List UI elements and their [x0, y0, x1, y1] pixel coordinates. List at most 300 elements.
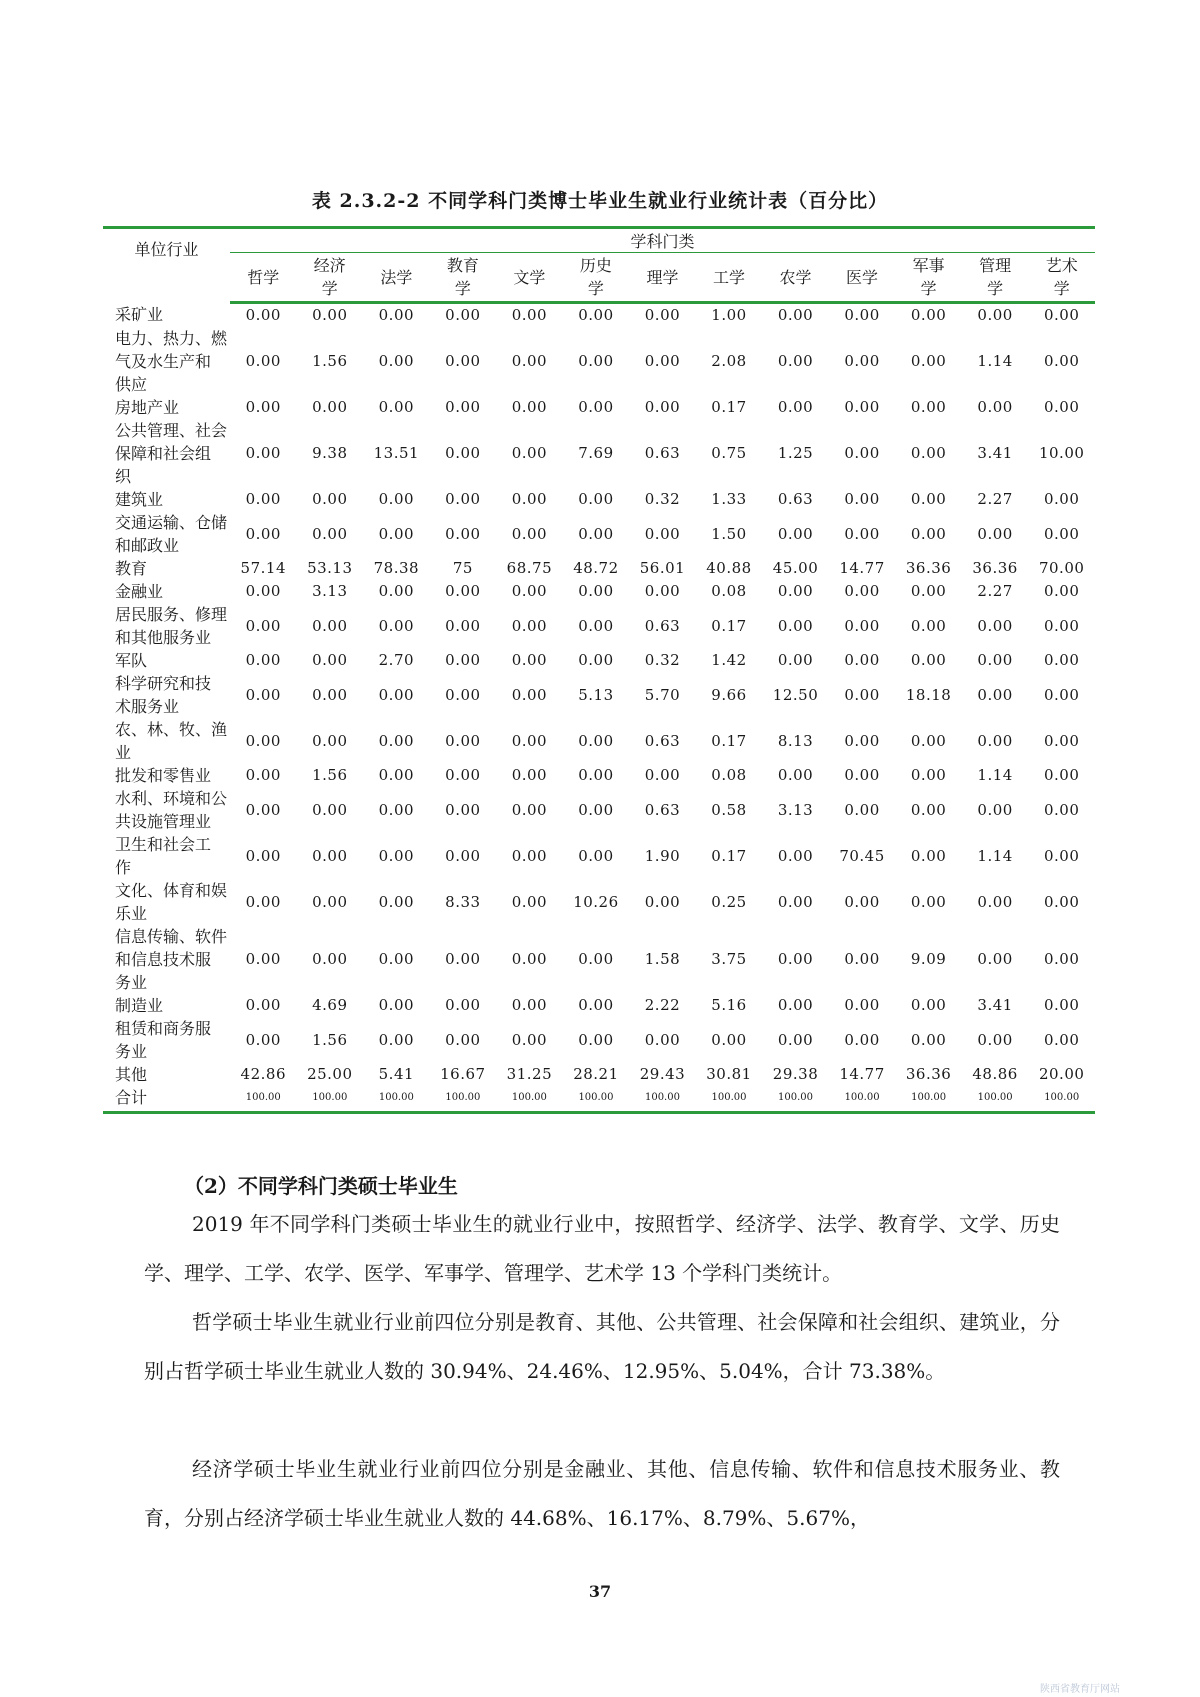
table-row	[103, 396, 1095, 419]
table-cell: 1.33	[711, 490, 747, 508]
table-cell: 0.00	[644, 582, 681, 600]
table-cell: 0.00	[644, 524, 681, 543]
section-heading: （2）不同学科门类硕士毕业生	[184, 1174, 458, 1198]
table-cell: 0.00	[1043, 616, 1080, 635]
table-cell: 0.00	[511, 490, 548, 508]
industry-label: 房地产业	[115, 398, 180, 417]
table-cell: 0.63	[777, 490, 814, 508]
table-row	[103, 764, 1095, 787]
table-cell: 0.00	[844, 766, 880, 784]
table-cell: 0.00	[245, 651, 281, 669]
table-cell: 0.00	[777, 582, 814, 600]
table-cell: 100.00	[629, 1086, 696, 1113]
table-cell: 10.26	[573, 892, 619, 911]
table-cell: 56.01	[639, 559, 686, 577]
table-cell: 0.00	[1043, 800, 1080, 819]
table-cell: 0.00	[378, 800, 415, 819]
industry-label: 农、林、牧、渔 业	[115, 720, 228, 762]
table-cell: 0.00	[777, 950, 814, 968]
table-cell: 1.50	[711, 524, 747, 543]
table-cell: 0.00	[511, 950, 548, 968]
table-cell: 100.00	[363, 1086, 430, 1113]
table-cell: 0.00	[445, 685, 481, 704]
table-cell: 0.00	[844, 616, 880, 635]
table-cell: 0.00	[910, 444, 947, 462]
column-header: 哲学	[230, 253, 297, 303]
table-row	[103, 787, 1095, 833]
table-cell: 0.00	[910, 996, 947, 1014]
table-cell: 5.16	[711, 996, 747, 1014]
table-cell: 0.00	[378, 352, 415, 370]
table-cell: 0.00	[445, 524, 481, 543]
industry-label: 交通运输、仓储 和邮政业	[115, 513, 228, 555]
column-header: 艺术 学	[1028, 253, 1095, 303]
table-row	[103, 327, 1095, 396]
table-cell: 0.00	[378, 892, 415, 911]
table-cell: 13.51	[373, 444, 420, 462]
table-cell: 0.00	[245, 1030, 281, 1049]
table-cell: 0.00	[1043, 685, 1080, 704]
table-cell: 0.00	[777, 306, 814, 324]
table-cell: 0.00	[578, 582, 614, 600]
table-cell: 0.00	[378, 306, 415, 324]
table-cell: 0.00	[578, 306, 614, 324]
table-cell: 0.00	[245, 892, 281, 911]
table-cell: 0.00	[511, 582, 548, 600]
industry-label: 科学研究和技 术服务业	[115, 674, 212, 716]
industry-label: 租赁和商务服 务业	[115, 1019, 212, 1061]
table-cell: 0.00	[777, 616, 814, 635]
table-cell: 0.00	[245, 490, 281, 508]
table-cell: 0.00	[578, 651, 614, 669]
table-cell: 5.13	[578, 685, 614, 704]
table-cell: 0.00	[445, 766, 481, 784]
table-cell: 1.56	[312, 766, 348, 784]
table-cell: 0.00	[245, 766, 281, 784]
table-cell: 0.00	[378, 524, 415, 543]
table-cell: 0.00	[245, 800, 281, 819]
column-header: 工学	[696, 253, 763, 303]
table-cell: 12.50	[772, 685, 819, 704]
group-header: 学科门类	[230, 228, 1095, 253]
table-cell: 18.18	[905, 685, 952, 704]
table-cell: 0.00	[644, 398, 681, 416]
table-cell: 0.00	[977, 800, 1013, 819]
table-cell: 0.00	[644, 766, 681, 784]
table-cell: 0.00	[711, 1030, 747, 1049]
table-cell: 36.36	[905, 559, 952, 577]
table-cell: 0.00	[445, 306, 481, 324]
table-cell: 0.00	[578, 731, 614, 750]
table-cell: 57.14	[240, 559, 286, 577]
table-cell: 0.00	[578, 616, 614, 635]
table-cell: 100.00	[829, 1086, 896, 1113]
table-cell: 0.00	[578, 996, 614, 1014]
table-cell: 0.00	[777, 398, 814, 416]
table-cell: 29.43	[639, 1065, 686, 1083]
table-cell: 3.41	[977, 996, 1013, 1014]
table-cell: 0.00	[777, 846, 814, 865]
table-cell: 0.00	[1043, 352, 1080, 370]
column-header: 农学	[762, 253, 829, 303]
table-row	[103, 925, 1095, 994]
table-cell: 0.00	[312, 846, 348, 865]
column-header: 法学	[363, 253, 430, 303]
table-cell: 0.17	[711, 846, 747, 865]
table-cell: 0.00	[378, 490, 415, 508]
table-cell: 0.00	[777, 766, 814, 784]
table-cell: 0.00	[910, 731, 947, 750]
table-cell: 0.25	[711, 892, 747, 911]
column-header: 军事 学	[895, 253, 962, 303]
table-cell: 0.00	[445, 582, 481, 600]
table-cell: 3.75	[711, 950, 747, 968]
table-cell: 1.14	[977, 352, 1013, 370]
industry-label: 制造业	[115, 996, 164, 1015]
page-number: 37	[588, 1582, 612, 1601]
column-header: 经济 学	[297, 253, 364, 303]
table-cell: 0.00	[844, 306, 880, 324]
table-cell: 29.38	[772, 1065, 819, 1083]
table-cell: 0.63	[644, 616, 681, 635]
table-row	[103, 419, 1095, 488]
table-cell: 0.00	[644, 352, 681, 370]
column-header: 管理 学	[962, 253, 1029, 303]
table-cell: 0.00	[511, 651, 548, 669]
table-cell: 100.00	[496, 1086, 563, 1113]
table-cell: 1.14	[977, 846, 1013, 865]
table-cell: 0.00	[578, 352, 614, 370]
table-row	[103, 488, 1095, 511]
table-cell: 0.00	[578, 398, 614, 416]
table-cell: 0.00	[1043, 731, 1080, 750]
table-cell: 0.00	[910, 490, 947, 508]
table-cell: 68.75	[506, 559, 553, 577]
table-cell: 0.00	[977, 1030, 1013, 1049]
table-cell: 100.00	[1028, 1086, 1095, 1113]
industry-label: 电力、热力、燃 气及水生产和 供应	[115, 329, 228, 394]
table-cell: 0.00	[511, 306, 548, 324]
table-cell: 0.00	[977, 892, 1013, 911]
table-cell: 0.00	[511, 352, 548, 370]
table-cell: 0.00	[777, 524, 814, 543]
table-row	[103, 994, 1095, 1017]
table-cell: 9.09	[910, 950, 947, 968]
table-cell: 0.00	[777, 352, 814, 370]
table-cell: 100.00	[430, 1086, 497, 1113]
paragraph: 哲学硕士毕业生就业行业前四位分别是教育、其他、公共管理、社会保障和社会组织、建筑业，分别占哲学硕士毕业生就业人数的 30.94%、24.46%、12.95%、5.04%，合计 73.38%。	[144, 1310, 1060, 1383]
table-cell: 0.00	[511, 766, 548, 784]
table-cell: 100.00	[297, 1086, 364, 1113]
table-cell: 0.00	[1043, 524, 1080, 543]
industry-label: 军队	[115, 651, 148, 670]
industry-label: 文化、体育和娱 乐业	[115, 881, 228, 923]
table-cell: 0.08	[711, 582, 747, 600]
table-cell: 0.00	[1043, 766, 1080, 784]
watermark: 陕西省教育厅网站	[1040, 1684, 1120, 1695]
table-cell: 100.00	[230, 1086, 297, 1113]
table-cell: 2.70	[378, 651, 415, 669]
table-cell: 0.00	[977, 731, 1013, 750]
industry-label: 水利、环境和公 共设施管理业	[115, 789, 228, 831]
table-cell: 2.27	[977, 582, 1013, 600]
table-cell: 0.00	[844, 685, 880, 704]
table-cell: 0.00	[445, 731, 481, 750]
table-cell: 0.00	[844, 731, 880, 750]
table-cell: 48.86	[972, 1065, 1018, 1083]
table-row	[103, 672, 1095, 718]
table-cell: 0.00	[312, 490, 348, 508]
table-cell: 36.36	[972, 559, 1018, 577]
table-cell: 100.00	[962, 1086, 1029, 1113]
table-cell: 0.00	[312, 685, 348, 704]
table-cell: 0.00	[578, 524, 614, 543]
table-cell: 0.00	[312, 800, 348, 819]
table-cell: 0.00	[578, 846, 614, 865]
table-cell: 0.75	[711, 444, 747, 462]
table-cell: 0.00	[910, 582, 947, 600]
table-cell: 0.00	[378, 398, 415, 416]
table-cell: 14.77	[839, 559, 885, 577]
table-cell: 0.58	[711, 800, 747, 819]
statistics-table	[103, 226, 1095, 1114]
table-cell: 8.13	[777, 731, 814, 750]
table-cell: 0.00	[378, 582, 415, 600]
table-cell: 0.00	[977, 616, 1013, 635]
table-cell: 100.00	[895, 1086, 962, 1113]
industry-label: 合计	[103, 1086, 230, 1113]
table-cell: 0.00	[245, 582, 281, 600]
table-cell: 0.00	[977, 685, 1013, 704]
table-cell: 0.00	[844, 950, 880, 968]
table-cell: 70.00	[1038, 559, 1085, 577]
table-cell: 0.00	[378, 846, 415, 865]
table-cell: 0.00	[844, 398, 880, 416]
column-header: 历史 学	[563, 253, 630, 303]
table-cell: 0.00	[977, 524, 1013, 543]
table-cell: 0.00	[910, 800, 947, 819]
column-header: 医学	[829, 253, 896, 303]
table-row	[103, 603, 1095, 649]
table-cell: 4.69	[312, 996, 348, 1014]
table-cell: 0.32	[644, 651, 681, 669]
industry-label: 其他	[115, 1065, 148, 1084]
table-cell: 48.72	[573, 559, 619, 577]
table-cell: 1.90	[644, 846, 681, 865]
table-cell: 100.00	[696, 1086, 763, 1113]
table-row	[103, 1063, 1095, 1086]
table-cell: 28.21	[573, 1065, 619, 1083]
table-cell: 0.63	[644, 800, 681, 819]
table-cell: 30.81	[706, 1065, 752, 1083]
table-cell: 2.27	[977, 490, 1013, 508]
table-row	[103, 511, 1095, 557]
table-cell: 0.00	[511, 444, 548, 462]
table-cell: 0.00	[1043, 1030, 1080, 1049]
table-cell: 0.00	[910, 651, 947, 669]
table-cell: 0.00	[578, 950, 614, 968]
table-row	[103, 1017, 1095, 1063]
table-cell: 0.00	[511, 398, 548, 416]
industry-label: 信息传输、软件 和信息技术服 务业	[115, 927, 228, 992]
table-cell: 0.00	[245, 352, 281, 370]
table-cell: 2.22	[644, 996, 681, 1014]
table-cell: 0.00	[1043, 950, 1080, 968]
table-cell: 0.00	[578, 1030, 614, 1049]
table-cell: 0.00	[844, 352, 880, 370]
table-cell: 0.00	[977, 651, 1013, 669]
table-cell: 9.38	[312, 444, 348, 462]
table-cell: 42.86	[240, 1065, 286, 1083]
table-cell: 0.00	[977, 398, 1013, 416]
table-cell: 0.00	[312, 398, 348, 416]
table-cell: 0.00	[312, 306, 348, 324]
table-cell: 0.00	[1043, 490, 1080, 508]
table-cell: 0.00	[1043, 306, 1080, 324]
table-cell: 70.45	[839, 846, 885, 865]
table-cell: 0.00	[777, 1030, 814, 1049]
column-header: 理学	[629, 253, 696, 303]
industry-label: 建筑业	[115, 490, 164, 509]
table-cell: 0.00	[844, 524, 880, 543]
table-cell: 0.00	[910, 766, 947, 784]
industry-label: 公共管理、社会 保障和社会组 织	[115, 421, 228, 486]
table-title: 表 2.3.2-2 不同学科门类博士毕业生就业行业统计表（百分比）	[311, 190, 889, 212]
industry-label: 采矿业	[115, 305, 164, 325]
table-cell: 0.00	[910, 846, 947, 865]
table-cell: 0.00	[777, 996, 814, 1014]
table-cell: 0.00	[445, 846, 481, 865]
table-row	[103, 303, 1095, 328]
table-cell: 0.00	[511, 731, 548, 750]
table-cell: 1.58	[644, 950, 681, 968]
industry-label: 卫生和社会工 作	[115, 835, 212, 877]
table-cell: 0.00	[644, 1030, 681, 1049]
table-cell: 0.00	[511, 1030, 548, 1049]
table-cell: 0.00	[1043, 398, 1080, 416]
table-cell: 0.00	[245, 616, 281, 635]
table-cell: 0.00	[1043, 846, 1080, 865]
table-cell: 1.00	[711, 306, 747, 324]
table-cell: 0.00	[910, 398, 947, 416]
table-cell: 0.00	[844, 1030, 880, 1049]
table-cell: 0.00	[378, 1030, 415, 1049]
table-cell: 0.32	[644, 490, 681, 508]
table-cell: 0.00	[511, 892, 548, 911]
table-cell: 0.63	[644, 731, 681, 750]
table-cell: 0.00	[511, 846, 548, 865]
table-cell: 0.00	[445, 616, 481, 635]
table-row	[103, 649, 1095, 672]
table-cell: 0.00	[245, 524, 281, 543]
paragraph: 2019 年不同学科门类硕士毕业生的就业行业中，按照哲学、经济学、法学、教育学、文学、历史学、理学、工学、农学、医学、军事学、管理学、艺术学 13 个学科门类统计。	[144, 1212, 1060, 1285]
table-cell: 0.00	[844, 444, 880, 462]
table-cell: 75	[452, 559, 473, 577]
table-cell: 0.00	[445, 1030, 481, 1049]
table-cell: 0.00	[910, 352, 947, 370]
table-cell: 0.00	[844, 800, 880, 819]
table-cell: 100.00	[762, 1086, 829, 1113]
table-cell: 0.00	[777, 651, 814, 669]
table-cell: 31.25	[506, 1065, 553, 1083]
table-cell: 0.00	[445, 398, 481, 416]
table-cell: 40.88	[706, 559, 752, 577]
table-cell: 0.17	[711, 616, 747, 635]
table-cell: 0.00	[1043, 651, 1080, 669]
table-cell: 0.00	[578, 800, 614, 819]
industry-label: 教育	[115, 559, 148, 578]
table-cell: 100.00	[563, 1086, 630, 1113]
table-cell: 0.00	[312, 892, 348, 911]
table-cell: 0.00	[245, 306, 281, 324]
table-cell: 0.00	[445, 996, 481, 1014]
table-cell: 0.00	[910, 1030, 947, 1049]
table-cell: 0.00	[312, 651, 348, 669]
table-cell: 0.00	[445, 444, 481, 462]
table-cell: 0.00	[378, 685, 415, 704]
table-cell: 0.00	[245, 685, 281, 704]
table-cell: 0.00	[644, 892, 681, 911]
table-cell: 1.56	[312, 1030, 348, 1049]
table-cell: 20.00	[1038, 1065, 1085, 1083]
table-cell: 0.00	[245, 398, 281, 416]
table-cell: 0.00	[312, 524, 348, 543]
table-cell: 0.00	[378, 950, 415, 968]
table-cell: 9.66	[711, 685, 747, 704]
industry-label: 居民服务、修理 和其他服务业	[115, 605, 228, 647]
table-cell: 0.00	[511, 524, 548, 543]
table-cell: 0.00	[910, 616, 947, 635]
table-cell: 8.33	[445, 892, 481, 911]
table-cell: 78.38	[373, 559, 420, 577]
table-row	[103, 1086, 1095, 1113]
table-cell: 36.36	[905, 1065, 952, 1083]
table-cell: 0.00	[312, 950, 348, 968]
table-cell: 0.00	[445, 490, 481, 508]
table-cell: 16.67	[440, 1065, 486, 1083]
table-cell: 0.00	[245, 950, 281, 968]
table-cell: 0.00	[844, 582, 880, 600]
table-cell: 3.13	[312, 582, 348, 600]
industry-label: 金融业	[115, 582, 164, 601]
table-cell: 0.00	[445, 352, 481, 370]
table-row	[103, 557, 1095, 580]
table-row	[103, 718, 1095, 764]
table-cell: 0.17	[711, 731, 747, 750]
table-cell: 3.41	[977, 444, 1013, 462]
table-cell: 0.00	[910, 892, 947, 911]
table-cell: 0.00	[844, 490, 880, 508]
table-cell: 0.00	[644, 306, 681, 324]
row-header: 单位行业	[103, 228, 230, 303]
table-cell: 1.42	[711, 651, 747, 669]
column-header: 教育 学	[430, 253, 497, 303]
table-cell: 0.00	[445, 800, 481, 819]
table-cell: 0.00	[245, 444, 281, 462]
table-cell: 45.00	[772, 559, 819, 577]
table-cell: 0.00	[245, 996, 281, 1014]
table-cell: 25.00	[307, 1065, 353, 1083]
table-cell: 1.25	[777, 444, 814, 462]
table-row	[103, 580, 1095, 603]
table-cell: 0.00	[777, 892, 814, 911]
table-cell: 0.00	[1043, 582, 1080, 600]
table-cell: 0.00	[511, 996, 548, 1014]
table-cell: 1.56	[312, 352, 348, 370]
column-header: 文学	[496, 253, 563, 303]
table-cell: 5.41	[378, 1065, 415, 1083]
table-cell: 0.00	[844, 996, 880, 1014]
